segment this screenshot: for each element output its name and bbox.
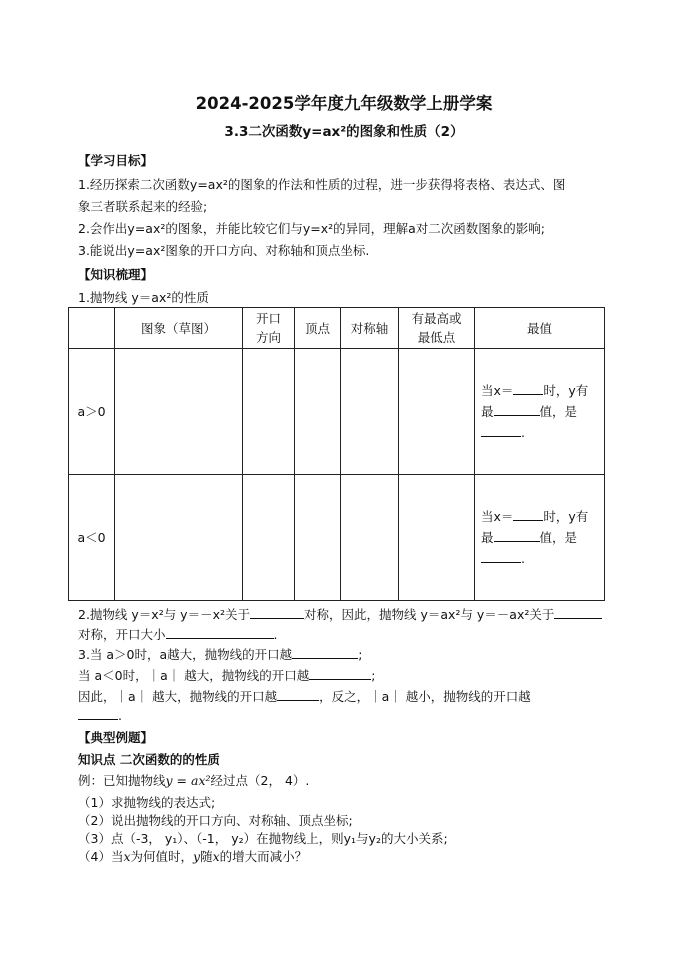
graph-cell[interactable] [115,349,243,475]
header-cell-highlow: 有最高或 最低点 [399,308,475,349]
fill-question-2-line-2 [78,625,278,643]
extreme-text: 当x＝ [481,383,514,398]
example-question-4 [78,847,307,865]
goal-line-3: 2.会作出y=ax²的图象，并能比较它们与y=x²的异同，理解a对二次函数图象的影响; [78,221,546,236]
goal-line-2: 象三者联系起来的经验; [78,199,208,214]
topic-heading: 知识点 二次函数的的性质 [78,752,220,767]
extreme-text: 时，y有 [543,383,589,398]
row-label-a-negative: a＜0 [69,475,115,601]
q2-text: . [273,627,278,642]
header-cell-opening: 开口 方向 [243,308,295,349]
example-question-3: （3）点（-3， y₁）、（-1， y₂）在抛物线上，则y₁与y₂的大小关系; [78,831,448,846]
q4-text: （4）当 [78,849,124,864]
example-formula: y = ax² [165,773,211,788]
fill-blank[interactable] [309,667,371,680]
fill-blank[interactable] [277,688,319,701]
row-label-a-positive: a＞0 [69,349,115,475]
lesson-subtitle: 3.3二次函数y=ax²的图象和性质（2） [224,124,464,140]
fill-blank[interactable] [250,606,304,619]
axis-cell[interactable] [341,349,399,475]
example-intro [78,771,309,789]
goal-line-4: 3.能说出y=ax²图象的开口方向、对称轴和顶点坐标. [78,243,370,258]
header-cell [69,308,115,349]
q4-var: x [212,849,220,864]
fill-question-3-line-1 [78,645,362,663]
q3-text: . [118,708,122,723]
fill-question-3-line-2 [78,666,375,684]
table-row [69,349,605,475]
q4-text: 为何值时， [130,849,194,864]
table-row [69,475,605,601]
examples-heading: 【典型例题】 [78,730,154,745]
vertex-cell[interactable] [295,349,341,475]
example-intro-text: 例：已知抛物线 [78,773,166,788]
header-cell-vertex: 顶点 [295,308,341,349]
extreme-text: 值，是 [539,530,578,545]
q2-text: 对称，开口大小 [78,627,166,642]
property-table [68,307,605,601]
fill-blank[interactable] [481,424,521,437]
example-question-2: （2）说出抛物线的开口方向、对称轴、顶点坐标; [78,813,353,828]
header-cell-extreme: 最值 [475,308,605,349]
fill-question-3-line-3 [78,687,531,705]
q4-text: 随 [200,849,213,864]
q2-text: 对称，因此，抛物线 y＝ax²与 y＝－ax²关于 [304,607,555,622]
highlow-cell[interactable] [399,349,475,475]
parabola-property-label: 1.抛物线 y＝ax²的性质 [78,290,209,305]
axis-cell[interactable] [341,475,399,601]
q4-text: 的增大而减小？ [219,849,308,864]
q4-var: x [123,849,131,864]
extreme-text: . [521,551,525,566]
q3-text: 3.当 a＞0时，a越大，抛物线的开口越 [78,647,293,662]
table-header-row [69,308,605,349]
fill-question-3-line-4 [78,707,122,723]
goal-line-1: 1.经历探索二次函数y=ax²的图象的作法和性质的过程，进一步获得将表格、表达式、图 [78,177,566,192]
knowledge-heading: 【知识梳理】 [78,267,154,282]
extreme-text: . [521,425,525,440]
fill-blank[interactable] [494,403,540,416]
extreme-cell [475,349,605,475]
fill-blank[interactable] [494,529,540,542]
fill-blank[interactable] [481,550,521,563]
q4-var: y [193,849,201,864]
vertex-cell[interactable] [295,475,341,601]
extreme-text: 当x＝ [481,509,514,524]
highlow-cell[interactable] [399,475,475,601]
fill-blank[interactable] [513,382,543,395]
extreme-text: 最 [481,530,494,545]
graph-cell[interactable] [115,475,243,601]
q3-text: ，反之，｜a｜ 越小，抛物线的开口越 [319,689,531,704]
page-title: 2024-2025学年度九年级数学上册学案 [195,94,493,113]
fill-question-2-line-1 [78,605,602,623]
q3-text: ; [358,647,363,662]
fill-blank[interactable] [78,707,118,720]
q3-text: 因此，｜a｜ 越大，抛物线的开口越 [78,689,278,704]
q3-text: ; [371,668,376,683]
extreme-text: 最 [481,404,494,419]
fill-blank[interactable] [554,606,602,619]
opening-cell[interactable] [243,475,295,601]
extreme-text: 时，y有 [543,509,589,524]
header-cell-graph: 图象（草图） [115,308,243,349]
q2-text: 2.抛物线 y＝x²与 y＝－x²关于 [78,607,250,622]
q3-text: 当 a＜0时，｜a｜ 越大，抛物线的开口越 [78,668,310,683]
fill-blank[interactable] [292,646,358,659]
extreme-text: 值，是 [539,404,578,419]
example-question-1: （1）求抛物线的表达式; [78,795,216,810]
fill-blank[interactable] [513,508,543,521]
opening-cell[interactable] [243,349,295,475]
example-intro-text: 经过点（2， 4）. [210,773,310,788]
fill-blank[interactable] [166,626,274,639]
extreme-cell [475,475,605,601]
header-cell-axis: 对称轴 [341,308,399,349]
goals-heading: 【学习目标】 [78,153,154,168]
